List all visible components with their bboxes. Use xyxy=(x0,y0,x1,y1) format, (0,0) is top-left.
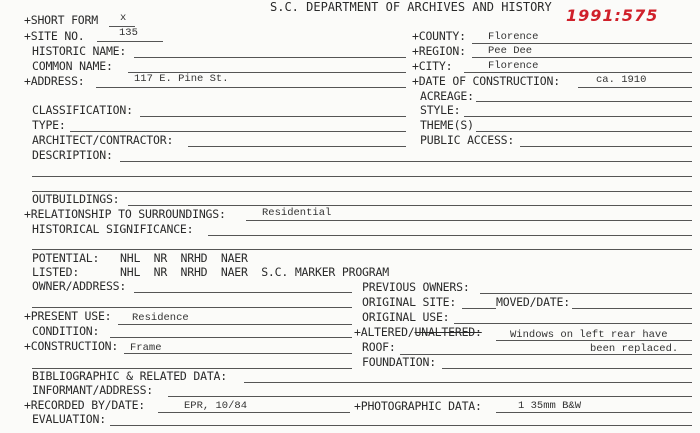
bibliographic-line xyxy=(244,382,692,383)
classification-label: CLASSIFICATION: xyxy=(32,103,133,117)
recorded-by-value: EPR, 10/84 xyxy=(184,400,248,412)
evaluation-line xyxy=(110,425,692,426)
original-site-label: ORIGINAL SITE: xyxy=(362,295,457,309)
form-title: S.C. DEPARTMENT OF ARCHIVES AND HISTORY xyxy=(270,0,552,14)
public-access-line xyxy=(520,146,692,147)
site-no-value: 135 xyxy=(119,27,138,39)
historical-significance-label: HISTORICAL SIGNIFICANCE: xyxy=(32,222,194,236)
bibliographic-label: BIBLIOGRAPHIC & RELATED DATA: xyxy=(32,369,227,383)
present-use-label: +PRESENT USE: xyxy=(24,309,112,323)
type-label: TYPE: xyxy=(32,118,66,132)
acreage-line xyxy=(476,101,692,102)
moved-date-label: MOVED/DATE: xyxy=(496,295,570,309)
accession-number: 1991:575 xyxy=(566,6,659,25)
region-label: +REGION: xyxy=(412,44,466,58)
previous-owners-line xyxy=(480,293,692,294)
owner-address-line-2 xyxy=(32,307,352,308)
date-of-construction-value: ca. 1910 xyxy=(596,74,647,86)
construction-value: Frame xyxy=(130,342,162,354)
acreage-label: ACREAGE: xyxy=(420,89,474,103)
owner-address-line xyxy=(134,292,352,293)
listed-options: NHL NR NRHD NAER S.C. MARKER PROGRAM xyxy=(120,265,389,279)
classification-line xyxy=(140,116,406,117)
original-use-label: ORIGINAL USE: xyxy=(362,310,450,324)
architect-label: ARCHITECT/CONTRACTOR: xyxy=(32,133,174,147)
original-use-line xyxy=(454,323,692,324)
construction-line xyxy=(124,353,352,354)
site-no-label: +SITE NO. xyxy=(24,29,85,43)
address-label: +ADDRESS: xyxy=(24,74,85,88)
short-form-value: x xyxy=(120,12,127,24)
city-label: +CITY: xyxy=(412,59,453,73)
description-line-3 xyxy=(32,191,692,192)
relationship-label: +RELATIONSHIP TO SURROUNDINGS: xyxy=(24,207,226,221)
county-line xyxy=(472,43,692,44)
style-line xyxy=(464,116,692,117)
present-use-line xyxy=(118,324,352,325)
description-label: DESCRIPTION: xyxy=(32,148,113,162)
condition-label: CONDITION: xyxy=(32,324,100,338)
potential-label: POTENTIAL: xyxy=(32,251,100,265)
photographic-value: 1 35mm B&W xyxy=(518,400,582,412)
historic-name-line xyxy=(134,57,406,58)
common-name-label: COMMON NAME: xyxy=(32,59,113,73)
original-site-line xyxy=(462,308,496,309)
altered-value-1: Windows on left rear have xyxy=(510,329,668,341)
date-of-construction-label: +DATE OF CONSTRUCTION: xyxy=(412,74,560,88)
historic-name-label: HISTORIC NAME: xyxy=(32,44,127,58)
informant-line xyxy=(168,396,692,397)
photographic-line xyxy=(496,412,692,413)
roof-label: ROOF: xyxy=(362,340,396,354)
theme-line xyxy=(476,131,692,132)
condition-line xyxy=(110,337,352,338)
construction-label: +CONSTRUCTION: xyxy=(24,339,119,353)
outbuildings-line xyxy=(128,205,692,206)
architect-line xyxy=(188,146,406,147)
altered-label: +ALTERED/UNALTERED: xyxy=(354,325,482,339)
site-no-line xyxy=(97,41,163,42)
type-line xyxy=(70,131,406,132)
altered-value-2: been replaced. xyxy=(590,343,679,355)
date-of-construction-line xyxy=(578,87,692,88)
foundation-label: FOUNDATION: xyxy=(362,355,436,369)
region-line xyxy=(472,57,692,58)
county-label: +COUNTY: xyxy=(412,29,466,43)
evaluation-label: EVALUATION: xyxy=(32,412,106,426)
recorded-by-label: +RECORDED BY/DATE: xyxy=(24,398,146,412)
informant-label: INFORMANT/ADDRESS: xyxy=(32,383,154,397)
owner-address-label: OWNER/ADDRESS: xyxy=(32,279,127,293)
short-form-label: +SHORT FORM xyxy=(24,13,98,27)
address-line xyxy=(96,87,406,88)
theme-label: THEME(S) xyxy=(420,118,474,132)
public-access-label: PUBLIC ACCESS: xyxy=(420,133,515,147)
address-value: 117 E. Pine St. xyxy=(134,73,229,85)
relationship-value: Residential xyxy=(262,207,332,219)
city-line xyxy=(464,72,692,73)
photographic-label: +PHOTOGRAPHIC DATA: xyxy=(354,399,482,413)
city-value: Florence xyxy=(488,60,539,72)
present-use-value: Residence xyxy=(132,312,189,324)
listed-label: LISTED: xyxy=(32,265,80,279)
moved-date-line xyxy=(572,308,692,309)
foundation-line xyxy=(442,368,692,369)
roof-line xyxy=(400,354,692,355)
altered-line-1 xyxy=(496,340,692,341)
recorded-by-line xyxy=(158,412,350,413)
historical-significance-line-1 xyxy=(208,235,692,236)
description-line-1 xyxy=(120,161,692,162)
region-value: Pee Dee xyxy=(488,45,533,57)
description-line-2 xyxy=(32,176,692,177)
relationship-line xyxy=(246,220,692,221)
previous-owners-label: PREVIOUS OWNERS: xyxy=(362,280,470,294)
style-label: STYLE: xyxy=(420,103,461,117)
potential-options: NHL NR NRHD NAER xyxy=(120,251,248,265)
county-value: Florence xyxy=(488,31,539,43)
outbuildings-label: OUTBUILDINGS: xyxy=(32,192,120,206)
historical-significance-line-2 xyxy=(32,249,692,250)
